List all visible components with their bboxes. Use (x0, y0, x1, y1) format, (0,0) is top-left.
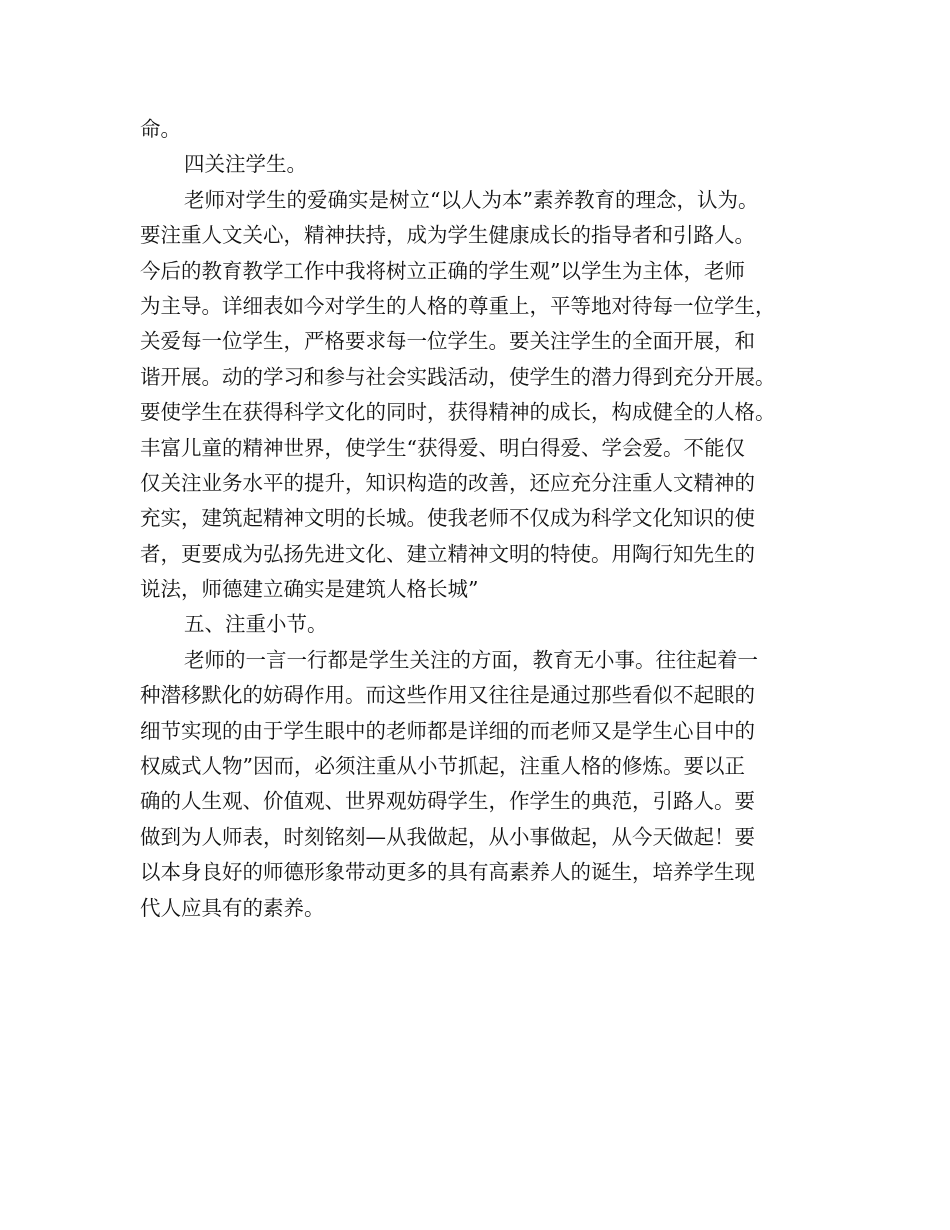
text-line: 说法，师德建立确实是建筑人格长城” (140, 577, 479, 602)
text-line: 要使学生在获得科学文化的同时，获得精神的成长，构成健全的人格。 (140, 400, 776, 425)
text-line: 要注重人文关心，精神扶持，成为学生健康成长的指导者和引路人。 (140, 223, 755, 248)
text-line: 做到为人师表，时刻铭刻—从我做起，从小事做起，从今天做起！要 (140, 824, 755, 849)
text-line: 种潜移默化的妨碍作用。而这些作用又往往是通过那些看似不起眼的 (140, 683, 755, 708)
text-line: 关爱每一位学生，严格要求每一位学生。要关注学生的全面开展，和 (140, 329, 755, 354)
text-line: 命。 (140, 117, 181, 141)
text-line: 仅关注业务水平的提升，知识构造的改善，还应充分注重人文精神的 (140, 470, 755, 495)
text-line: 今后的教育教学工作中我将树立正确的学生观”以学生为主体，老师 (140, 258, 745, 283)
text-line: 老师对学生的爱确实是树立“以人为本”素养教育的理念，认为。 (184, 187, 759, 212)
text-line: 丰富儿童的精神世界，使学生“获得爱、明白得爱、学会爱。不能仅 (140, 435, 745, 460)
text-line: 为主导。详细表如今对学生的人格的尊重上，平等地对待每一位学生， (140, 293, 776, 318)
text-line: 确的人生观、价值观、世界观妨碍学生，作学生的典范，引路人。要 (140, 789, 755, 814)
text-line: 充实，建筑起精神文明的长城。使我老师不仅成为科学文化知识的使 (140, 506, 755, 531)
text-line: 以本身良好的师德形象带动更多的具有高素养人的诞生，培养学生现 (140, 860, 755, 885)
text-line: 者，更要成为弘扬先进文化、建立精神文明的特使。用陶行知先生的 (140, 541, 755, 566)
text-line: 四关注学生。 (184, 152, 307, 177)
text-line: 五、注重小节。 (184, 612, 328, 637)
text-line: 细节实现的由于学生眼中的老师都是详细的而老师又是学生心目中的 (140, 718, 755, 743)
text-line: 老师的一言一行都是学生关注的方面，教育无小事。往往起着一 (184, 647, 758, 672)
text-line: 权威式人物”因而，必须注重从小节抓起，注重人格的修炼。要以正 (140, 754, 745, 779)
text-line: 代人应具有的素养。 (140, 895, 325, 920)
text-line: 谐开展。动的学习和参与社会实践活动，使学生的潜力得到充分开展。 (140, 364, 776, 389)
body-text (140, 112, 840, 926)
